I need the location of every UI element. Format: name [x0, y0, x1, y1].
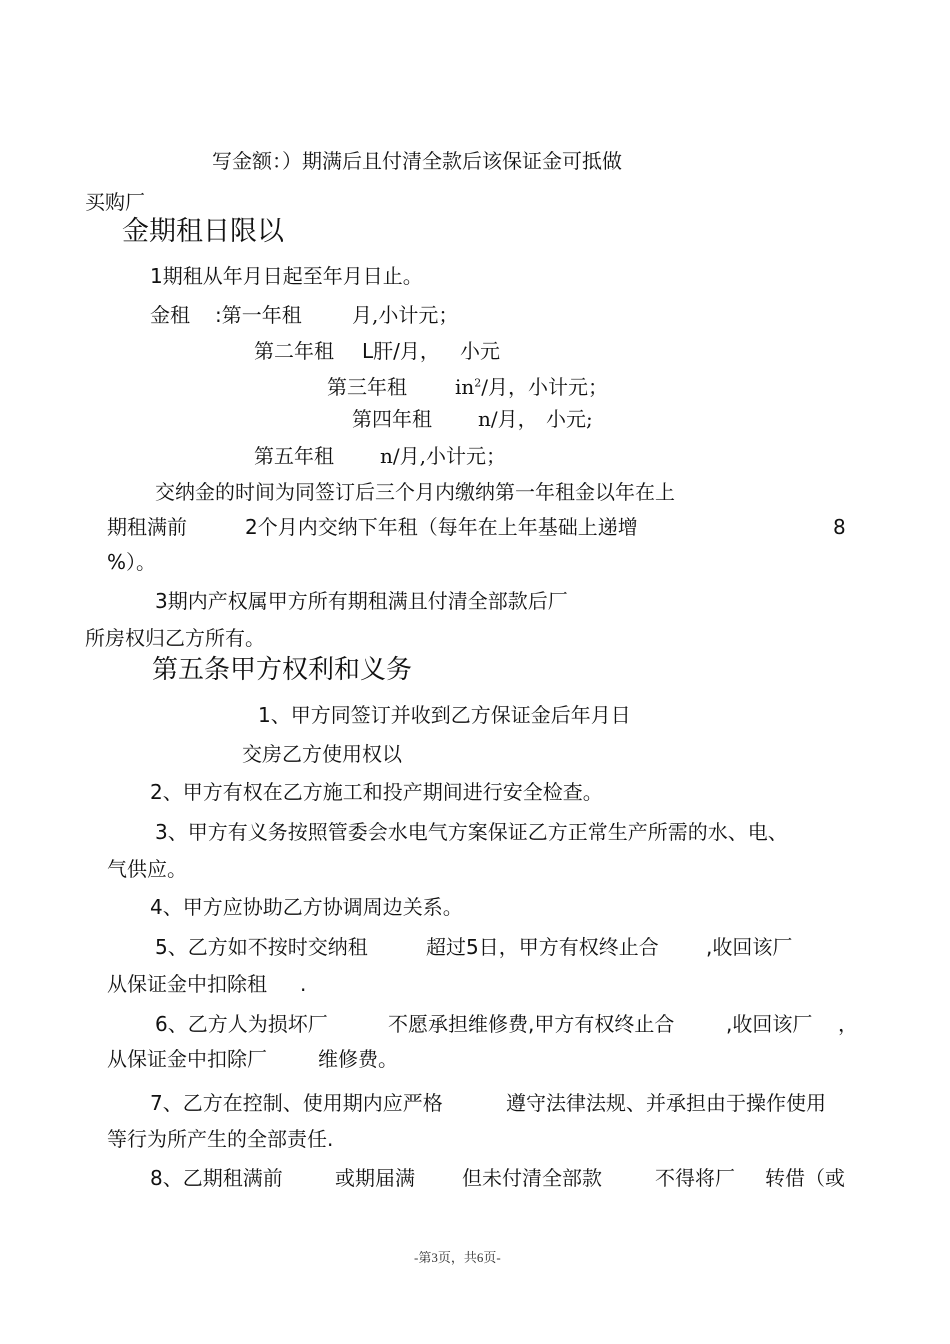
rent-year-3-name: 第三年租 — [327, 375, 407, 399]
rent-year-2-value: L肝/月， — [362, 339, 440, 363]
text-line: 1、甲方同签订并收到乙方保证金后年月日 — [258, 703, 631, 727]
text-line: 6、乙方人为损坏厂 — [155, 1012, 328, 1036]
rent-year-3-value: $in^2/$月，小计元； — [455, 375, 609, 399]
rent-year-4-name: 第四年租 — [352, 407, 432, 431]
text-line: 转借（或 — [765, 1166, 845, 1190]
text-line: . — [300, 972, 307, 996]
text-line: 5、乙方如不按时交纳租 — [155, 935, 368, 959]
text-line: 不愿承担维修费,甲方有权终止合 — [388, 1012, 675, 1036]
text-line: 3、甲方有义务按照管委会水电气方案保证乙方正常生产所需的水、电、 — [155, 820, 788, 844]
text-line: 3期内产权属甲方所有期租满且付清全部款后厂 — [155, 589, 568, 613]
rent-year-5-value: n/月,小计元； — [380, 444, 506, 468]
rent-year-2-name: 第二年租 — [254, 339, 334, 363]
section-heading-party-a: 第五条甲方权利和义务 — [152, 655, 413, 685]
text-line: 8 — [833, 515, 846, 539]
page-total: 6 — [476, 1250, 484, 1265]
text-line: %）。 — [107, 550, 157, 574]
text-line: 4、甲方应协助乙方协调周边关系。 — [150, 895, 463, 919]
text-line: 不得将厂 — [655, 1166, 735, 1190]
text-line: 1期租从年月日起至年月日止。 — [150, 264, 423, 288]
text-line: 8、乙期租满前 — [150, 1166, 283, 1190]
text-line: 但未付清全部款 — [462, 1166, 602, 1190]
rent-year-2-subtotal: 小元 — [460, 339, 500, 363]
text-line: 气供应。 — [107, 857, 187, 881]
text-line: 2、甲方有权在乙方施工和投产期间进行安全检查。 — [150, 780, 603, 804]
text-line: 7、乙方在控制、使用期内应严格 — [150, 1091, 443, 1115]
text-line: 从保证金中扣除厂 — [107, 1047, 267, 1071]
rent-year-4-subtotal: 小元; — [546, 407, 593, 431]
text-line: 写金额：）期满后且付清全款后该保证金可抵做 — [212, 149, 622, 173]
section-heading-rent: 金期租日限以 — [122, 216, 284, 247]
text-line: 从保证金中扣除租 — [107, 972, 267, 996]
rent-year-1-value: 月,小计元； — [352, 303, 459, 327]
text-line: 遵守法律法规、并承担由于操作使用 — [506, 1091, 826, 1115]
text-line: ,收回该厂 — [706, 935, 793, 959]
text-line: 2个月内交纳下年租（每年在上年基础上递增 — [245, 515, 638, 539]
rent-year-4-value: n/月， — [478, 407, 538, 431]
text-line: 或期届满 — [335, 1166, 415, 1190]
text-line: ,收回该厂 — [726, 1012, 813, 1036]
text-line: 等行为所产生的全部责任. — [107, 1127, 334, 1151]
text-line: 超过5日，甲方有权终止合 — [426, 935, 659, 959]
text-line: 买购厂 — [85, 190, 145, 214]
rent-year-1-name: :第一年租 — [215, 303, 302, 327]
page-footer: -第3页，共6页- — [414, 1250, 501, 1265]
page-number: 3 — [431, 1250, 438, 1265]
rent-year-5-name: 第五年租 — [254, 444, 334, 468]
text-line: ， — [838, 1012, 858, 1036]
text-line: 交房乙方使用权以 — [242, 742, 402, 766]
rent-year-1-label: 金租 — [150, 303, 190, 327]
text-line: 所房权归乙方所有。 — [85, 626, 265, 650]
text-line: 交纳金的时间为同签订后三个月内缴纳第一年租金以年在上 — [155, 480, 675, 504]
text-line: 期租满前 — [107, 515, 187, 539]
text-line: 维修费。 — [318, 1047, 398, 1071]
